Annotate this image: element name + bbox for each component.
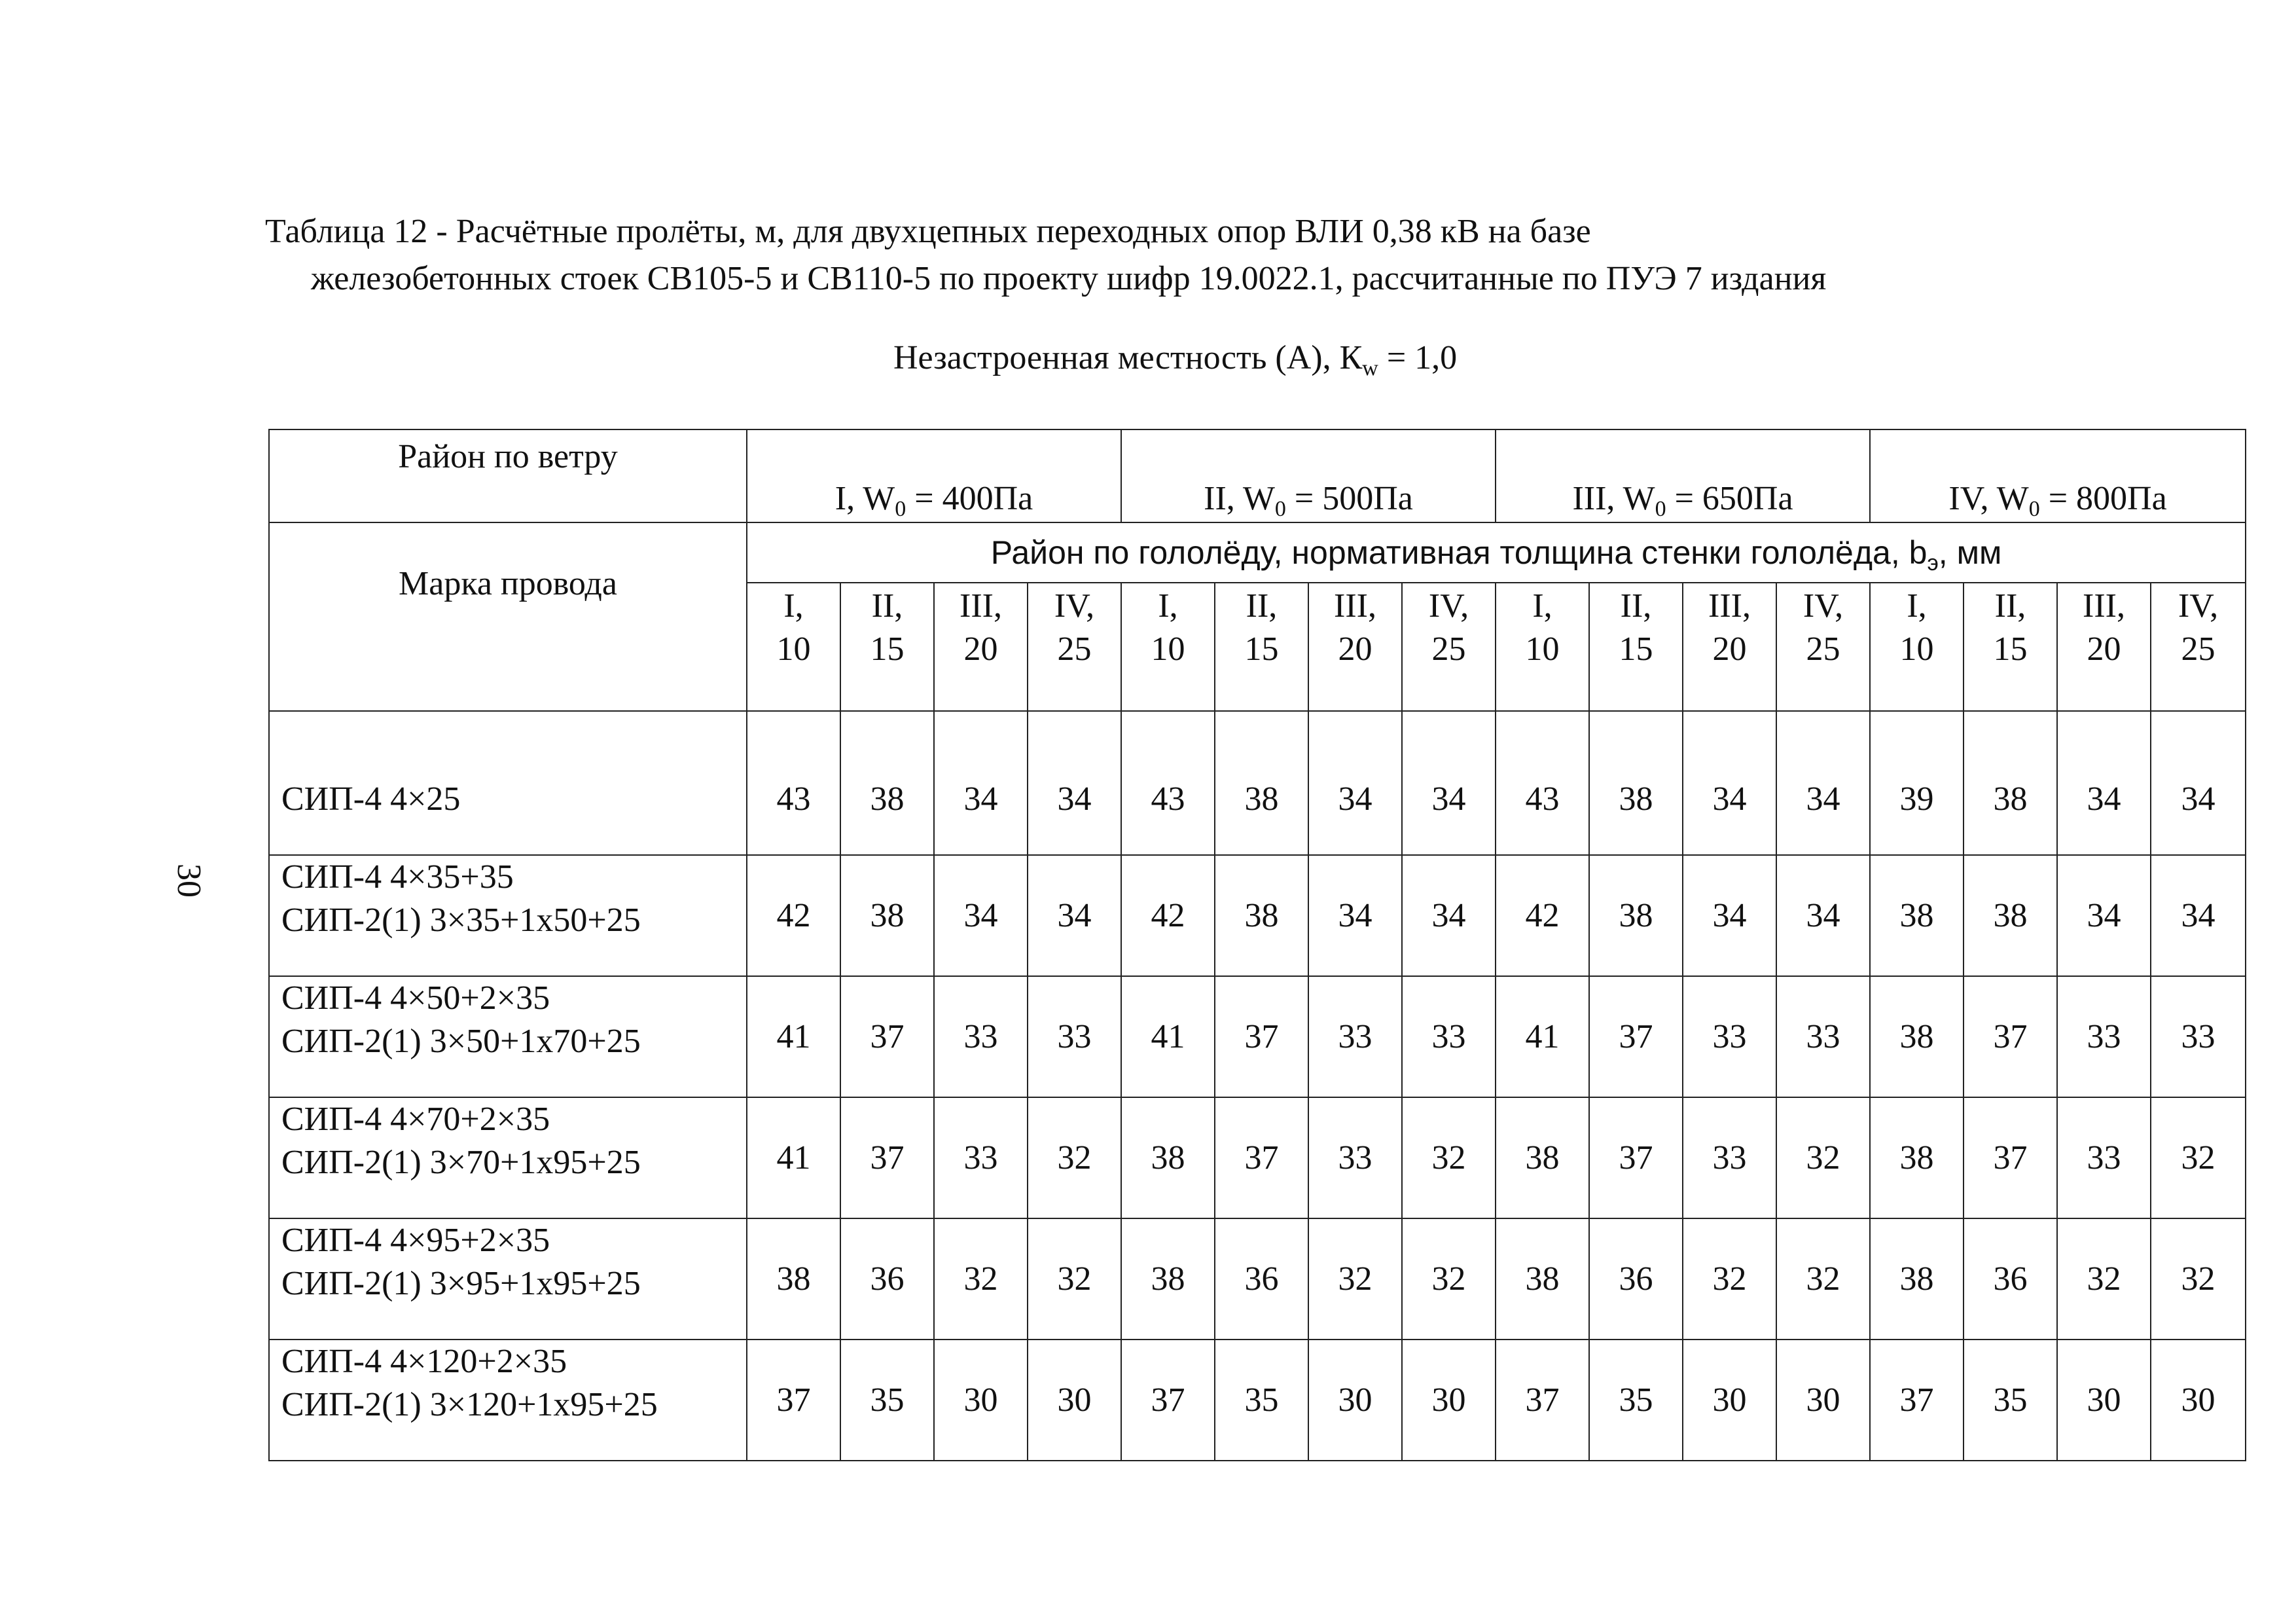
span-value-cell: 38 [1870,1218,1964,1340]
span-value-cell: 41 [1496,976,1589,1097]
span-value-cell: 34 [2151,855,2246,976]
span-value-cell: 32 [2151,1097,2246,1218]
ice-region-number: IV, [1428,587,1469,625]
span-value-cell: 33 [1308,1097,1402,1218]
span-value-cell: 30 [1402,1340,1496,1461]
wind-group-prefix: III, W [1572,480,1655,517]
ice-region-header [1683,583,1776,711]
span-value-cell: 33 [1776,976,1870,1097]
table-row [269,1218,2246,1340]
wire-mark: СИП-4 4×35+35 [281,858,514,896]
span-value-cell: 35 [1589,1340,1683,1461]
ice-region-header [1870,583,1964,711]
ice-thickness: 25 [1057,630,1092,668]
span-value-cell: 43 [1121,711,1215,855]
span-value-cell: 38 [1870,1097,1964,1218]
ice-region-number: IV, [1054,587,1095,625]
ice-region-header [1589,583,1683,711]
span-value-cell: 33 [1028,976,1121,1097]
span-value-cell: 34 [1308,711,1402,855]
wind-group-subscript: 0 [1655,497,1666,521]
wire-mark: СИП-2(1) 3×120+1х95+25 [281,1386,658,1423]
wind-group-header [1870,429,2246,522]
span-value-cell: 35 [840,1340,934,1461]
ice-thickness: 15 [1619,630,1653,668]
ice-thickness: 25 [2181,630,2215,668]
table-row [269,976,2246,1097]
span-value-cell: 34 [1028,711,1121,855]
ice-region-header [840,583,934,711]
ice-region-number: I, [1907,587,1927,625]
span-value-cell: 35 [1964,1340,2057,1461]
ice-title-text: Район по гололёду, нормативная толщина стенки гололёда, b [990,534,1928,571]
span-value-cell: 34 [2057,855,2151,976]
terrain-subtitle [893,335,1457,381]
span-value-cell: 38 [1496,1218,1589,1340]
wire-mark: СИП-4 4×50+2×35 [281,979,550,1017]
span-value-cell: 34 [1776,855,1870,976]
subtitle-tail: = 1,0 [1378,339,1458,376]
wind-group-prefix: II, W [1204,480,1275,517]
span-value-cell: 34 [1308,855,1402,976]
span-value-cell: 42 [1121,855,1215,976]
span-value-cell: 37 [840,1097,934,1218]
span-value-cell: 34 [1776,711,1870,855]
span-value-cell: 34 [1028,855,1121,976]
wire-mark-label: Марка провода [269,522,747,711]
span-value-cell: 33 [1683,1097,1776,1218]
span-value-cell: 32 [1028,1218,1121,1340]
ice-region-number: IV, [1803,587,1844,625]
span-value-cell: 34 [1402,711,1496,855]
wind-group-header [1121,429,1496,522]
wire-mark: СИП-4 4×25 [281,780,461,818]
wind-group-value: = 800Па [2039,480,2167,517]
span-value-cell: 42 [1496,855,1589,976]
span-value-cell: 32 [1683,1218,1776,1340]
wind-group-subscript: 0 [1274,497,1286,521]
wire-mark: СИП-4 4×95+2×35 [281,1222,550,1259]
ice-thickness: 20 [1338,630,1372,668]
span-value-cell: 38 [1870,976,1964,1097]
span-value-cell: 32 [1776,1097,1870,1218]
ice-region-header [2151,583,2246,711]
ice-title-tail: , мм [1938,534,2002,571]
span-value-cell: 30 [934,1340,1028,1461]
wire-mark-cell [269,711,747,855]
span-value-cell: 41 [747,1097,840,1218]
table-row [269,855,2246,976]
ice-region-header [934,583,1028,711]
table-row [269,711,2246,855]
ice-region-header [1308,583,1402,711]
span-value-cell: 36 [1589,1218,1683,1340]
span-value-cell: 33 [1402,976,1496,1097]
ice-thickness: 10 [1151,630,1185,668]
span-value-cell: 34 [934,855,1028,976]
span-value-cell: 33 [1308,976,1402,1097]
ice-region-number: I, [1158,587,1178,625]
span-value-cell: 38 [1215,711,1308,855]
span-value-cell: 38 [1964,855,2057,976]
span-value-cell: 34 [2057,711,2151,855]
span-value-cell: 33 [2057,1097,2151,1218]
span-value-cell: 43 [747,711,840,855]
ice-region-header [1121,583,1215,711]
wind-group-prefix: I, W [834,480,895,517]
span-value-cell: 38 [840,855,934,976]
ice-thickness: 25 [1806,630,1840,668]
ice-thickness: 20 [2087,630,2121,668]
wire-mark: СИП-2(1) 3×35+1х50+25 [281,902,641,939]
span-value-cell: 34 [1683,711,1776,855]
span-value-cell: 38 [1589,711,1683,855]
wind-group-subscript: 0 [895,497,906,521]
span-value-cell: 38 [1589,855,1683,976]
wind-region-label: Район по ветру [269,429,747,522]
wire-mark-cell [269,1097,747,1218]
wind-group-value: = 650Па [1666,480,1793,517]
wind-group-subscript: 0 [2028,497,2040,521]
span-value-cell: 41 [1121,976,1215,1097]
span-value-cell: 30 [2151,1340,2246,1461]
ice-title-subscript: э [1927,551,1939,575]
wind-header-row [269,429,2246,522]
ice-region-number: II, [1620,587,1652,625]
span-value-cell: 34 [934,711,1028,855]
span-value-cell: 38 [1496,1097,1589,1218]
span-value-cell: 30 [1776,1340,1870,1461]
ice-thickness: 25 [1431,630,1466,668]
span-value-cell: 33 [934,976,1028,1097]
span-value-cell: 33 [934,1097,1028,1218]
wire-mark-cell [269,1340,747,1461]
span-value-cell: 32 [2151,1218,2246,1340]
span-value-cell: 37 [1964,976,2057,1097]
span-value-cell: 33 [2057,976,2151,1097]
span-value-cell: 38 [1121,1097,1215,1218]
spans-table [268,429,2246,1461]
span-value-cell: 32 [1308,1218,1402,1340]
span-value-cell: 38 [1870,855,1964,976]
ice-thickness: 20 [963,630,998,668]
page-number: 30 [170,864,207,898]
ice-region-number: III, [1334,587,1376,625]
ice-thickness: 15 [870,630,905,668]
span-value-cell: 34 [2151,711,2246,855]
span-value-cell: 32 [1028,1097,1121,1218]
span-value-cell: 37 [1870,1340,1964,1461]
span-value-cell: 35 [1215,1340,1308,1461]
ice-region-number: I, [783,587,804,625]
ice-region-header [1496,583,1589,711]
span-value-cell: 36 [1964,1218,2057,1340]
ice-region-number: III, [1708,587,1751,625]
ice-region-header [747,583,840,711]
span-value-cell: 37 [1121,1340,1215,1461]
span-value-cell: 32 [1402,1218,1496,1340]
span-value-cell: 38 [1121,1218,1215,1340]
ice-thickness: 10 [1525,630,1560,668]
wire-mark: СИП-2(1) 3×70+1х95+25 [281,1144,641,1181]
table-row [269,1097,2246,1218]
span-value-cell: 36 [840,1218,934,1340]
span-value-cell: 32 [1402,1097,1496,1218]
wire-mark-cell [269,976,747,1097]
span-value-cell: 38 [1215,855,1308,976]
span-value-cell: 33 [2151,976,2246,1097]
span-value-cell: 38 [840,711,934,855]
span-value-cell: 32 [934,1218,1028,1340]
wire-mark: СИП-2(1) 3×95+1х95+25 [281,1265,641,1302]
ice-region-header [1776,583,1870,711]
ice-region-number: II, [1994,587,2026,625]
caption-line-2: железобетонных стоек СВ105-5 и СВ110-5 по проекту шифр 19.0022.1, рассчитанные по ПУЭ 7 издания [311,260,1827,297]
span-value-cell: 33 [1683,976,1776,1097]
ice-thickness: 10 [1899,630,1934,668]
subtitle-subscript: w [1362,356,1378,380]
ice-region-number: IV, [2178,587,2219,625]
span-value-cell: 39 [1870,711,1964,855]
span-value-cell: 30 [2057,1340,2151,1461]
ice-region-number: II, [871,587,903,625]
ice-region-number: III, [960,587,1002,625]
wind-group-header [1496,429,1870,522]
table-row [269,1340,2246,1461]
table-caption [265,208,1826,302]
ice-region-number: III, [2083,587,2125,625]
span-value-cell: 37 [1964,1097,2057,1218]
span-value-cell: 36 [1215,1218,1308,1340]
ice-title-row [269,522,2246,583]
span-value-cell: 38 [1964,711,2057,855]
span-value-cell: 43 [1496,711,1589,855]
wind-group-value: = 500Па [1285,480,1413,517]
subtitle-text: Незастроенная местность (А), К [893,339,1363,376]
ice-region-header [1402,583,1496,711]
span-value-cell: 41 [747,976,840,1097]
span-value-cell: 30 [1683,1340,1776,1461]
ice-region-header [2057,583,2151,711]
span-value-cell: 32 [2057,1218,2151,1340]
span-value-cell: 30 [1308,1340,1402,1461]
wire-mark: СИП-4 4×70+2×35 [281,1101,550,1138]
span-value-cell: 37 [1589,1097,1683,1218]
wind-group-prefix: IV, W [1948,480,2029,517]
span-value-cell: 38 [747,1218,840,1340]
ice-region-title [747,522,2246,583]
ice-region-header [1215,583,1308,711]
ice-region-header [1028,583,1121,711]
wind-group-value: = 400Па [906,480,1033,517]
span-value-cell: 34 [1402,855,1496,976]
ice-region-number: I, [1532,587,1552,625]
wire-mark-cell [269,1218,747,1340]
span-value-cell: 37 [747,1340,840,1461]
ice-thickness: 15 [1993,630,2028,668]
wire-mark-cell [269,855,747,976]
span-value-cell: 30 [1028,1340,1121,1461]
span-value-cell: 37 [1215,1097,1308,1218]
wire-mark: СИП-4 4×120+2×35 [281,1343,567,1380]
span-value-cell: 42 [747,855,840,976]
ice-region-header [1964,583,2057,711]
span-value-cell: 37 [840,976,934,1097]
wind-group-header [747,429,1121,522]
wire-mark: СИП-2(1) 3×50+1х70+25 [281,1023,641,1060]
ice-thickness: 15 [1244,630,1279,668]
span-value-cell: 37 [1589,976,1683,1097]
span-value-cell: 37 [1215,976,1308,1097]
ice-thickness: 20 [1712,630,1747,668]
ice-thickness: 10 [776,630,811,668]
span-value-cell: 34 [1683,855,1776,976]
span-value-cell: 37 [1496,1340,1589,1461]
span-value-cell: 32 [1776,1218,1870,1340]
ice-region-number: II, [1246,587,1278,625]
caption-line-1: Таблица 12 - Расчётные пролёты, м, для двухцепных переходных опор ВЛИ 0,38 кВ на базе [265,213,1591,250]
